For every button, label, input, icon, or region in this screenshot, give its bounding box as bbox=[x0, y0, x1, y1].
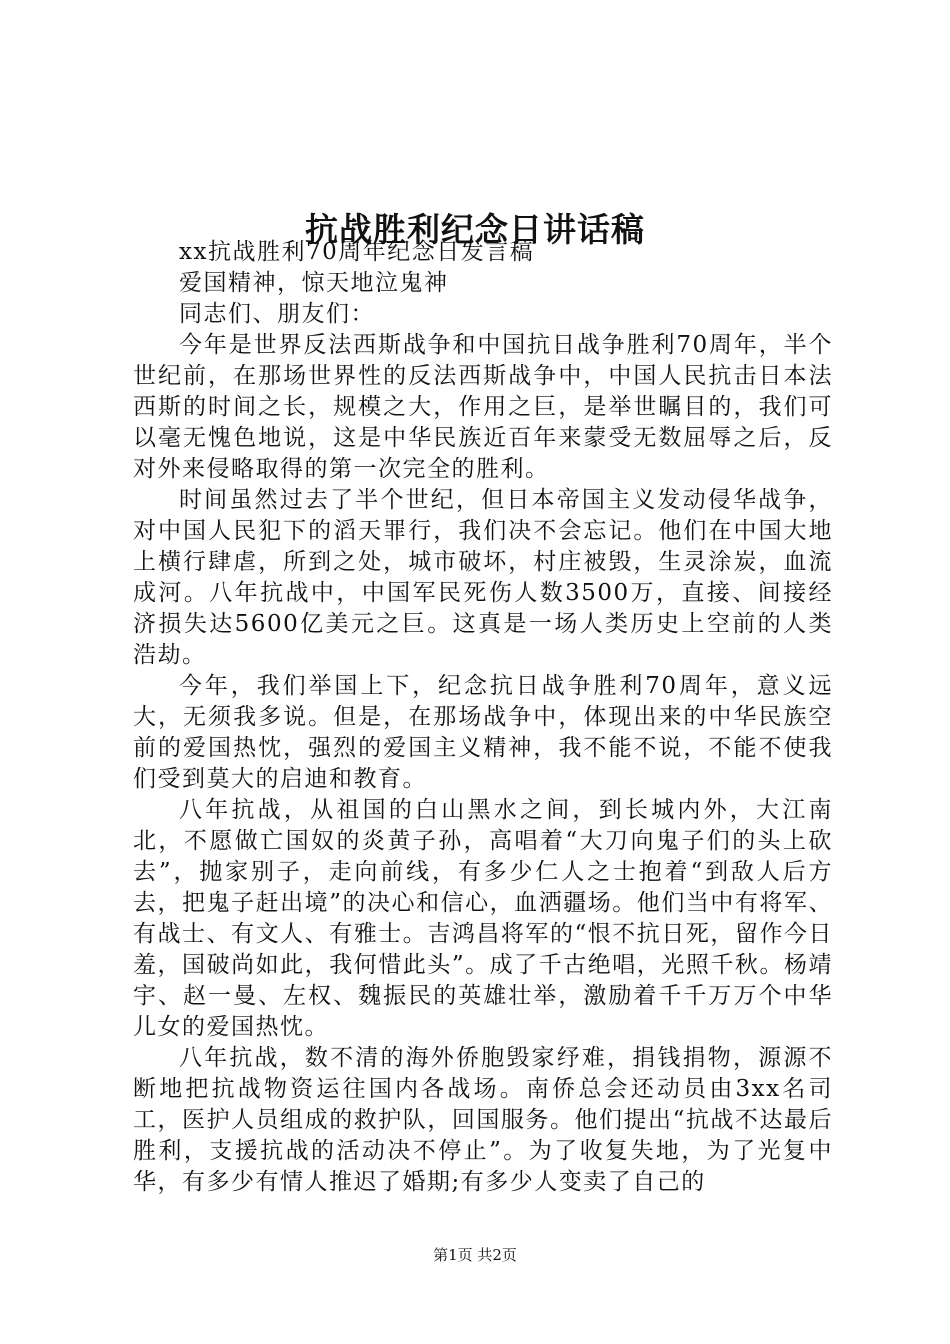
paragraph: 八年抗战，数不清的海外侨胞毁家纾难，捐钱捐物，源源不断地把抗战物资运往国内各战场。南侨总会还动员由3xx名司工，医护人员组成的救护队，回国服务。他们提出“抗战不达最后胜利，支援抗战的活动决不停止”。为了收复失地，为了光复中华，有多少有情人推迟了婚期;有多少人变卖了自己的 bbox=[133, 1045, 833, 1195]
paragraph: 今年，我们举国上下，纪念抗日战争胜利70周年，意义远大，无须我多说。但是，在那场战争中，体现出来的中华民族空前的爱国热忱，强烈的爱国主义精神，我不能不说，不能不使我们受到莫大的启迪和教育。 bbox=[133, 673, 833, 792]
paragraph: 今年是世界反法西斯战争和中国抗日战争胜利70周年，半个世纪前，在那场世界性的反法西斯战争中，中国人民抗击日本法西斯的时间之长，规模之大，作用之巨，是举世瞩目的，我们可以毫无愧色地说，这是中华民族近百年来蒙受无数屈辱之后，反对外来侵略取得的第一次完全的胜利。 bbox=[133, 332, 833, 482]
paragraph: 时间虽然过去了半个世纪，但日本帝国主义发动侵华战争，对中国人民犯下的滔天罪行，我们决不会忘记。他们在中国大地上横行肆虐，所到之处，城市破坏，村庄被毁，生灵涂炭，血流成河。八年抗战中，中国军民死伤人数3500万，直接、间接经济损失达5600亿美元之巨。这真是一场人类历史上空前的人类浩劫。 bbox=[133, 487, 833, 668]
salutation: 同志们、朋友们： bbox=[179, 301, 375, 327]
theme-line: 爱国精神，惊天地泣鬼神 bbox=[179, 270, 449, 296]
subtitle-line: xx抗战胜利70周年纪念日发言稿 bbox=[179, 239, 535, 265]
document-body bbox=[133, 237, 833, 1198]
page-number-footer: 第1页 共2页 bbox=[433, 1246, 517, 1264]
document-title: 抗战胜利纪念日讲话稿 bbox=[305, 210, 645, 250]
paragraph: 八年抗战，从祖国的白山黑水之间，到长城内外，大江南北，不愿做亡国奴的炎黄子孙，高唱着“大刀向鬼子们的头上砍去”，抛家别子，走向前线，有多少仁人之士抱着“到敌人后方去，把鬼子赶出境”的决心和信心，血洒疆场。他们当中有将军、有战士、有文人、有雅士。吉鸿昌将军的“恨不抗日死，留作今日羞，国破尚如此，我何惜此头”。成了千古绝唱，光照千秋。杨靖宇、赵一曼、左权、魏振民的英雄壮举，激励着千千万万个中华儿女的爱国热忱。 bbox=[133, 797, 833, 1040]
